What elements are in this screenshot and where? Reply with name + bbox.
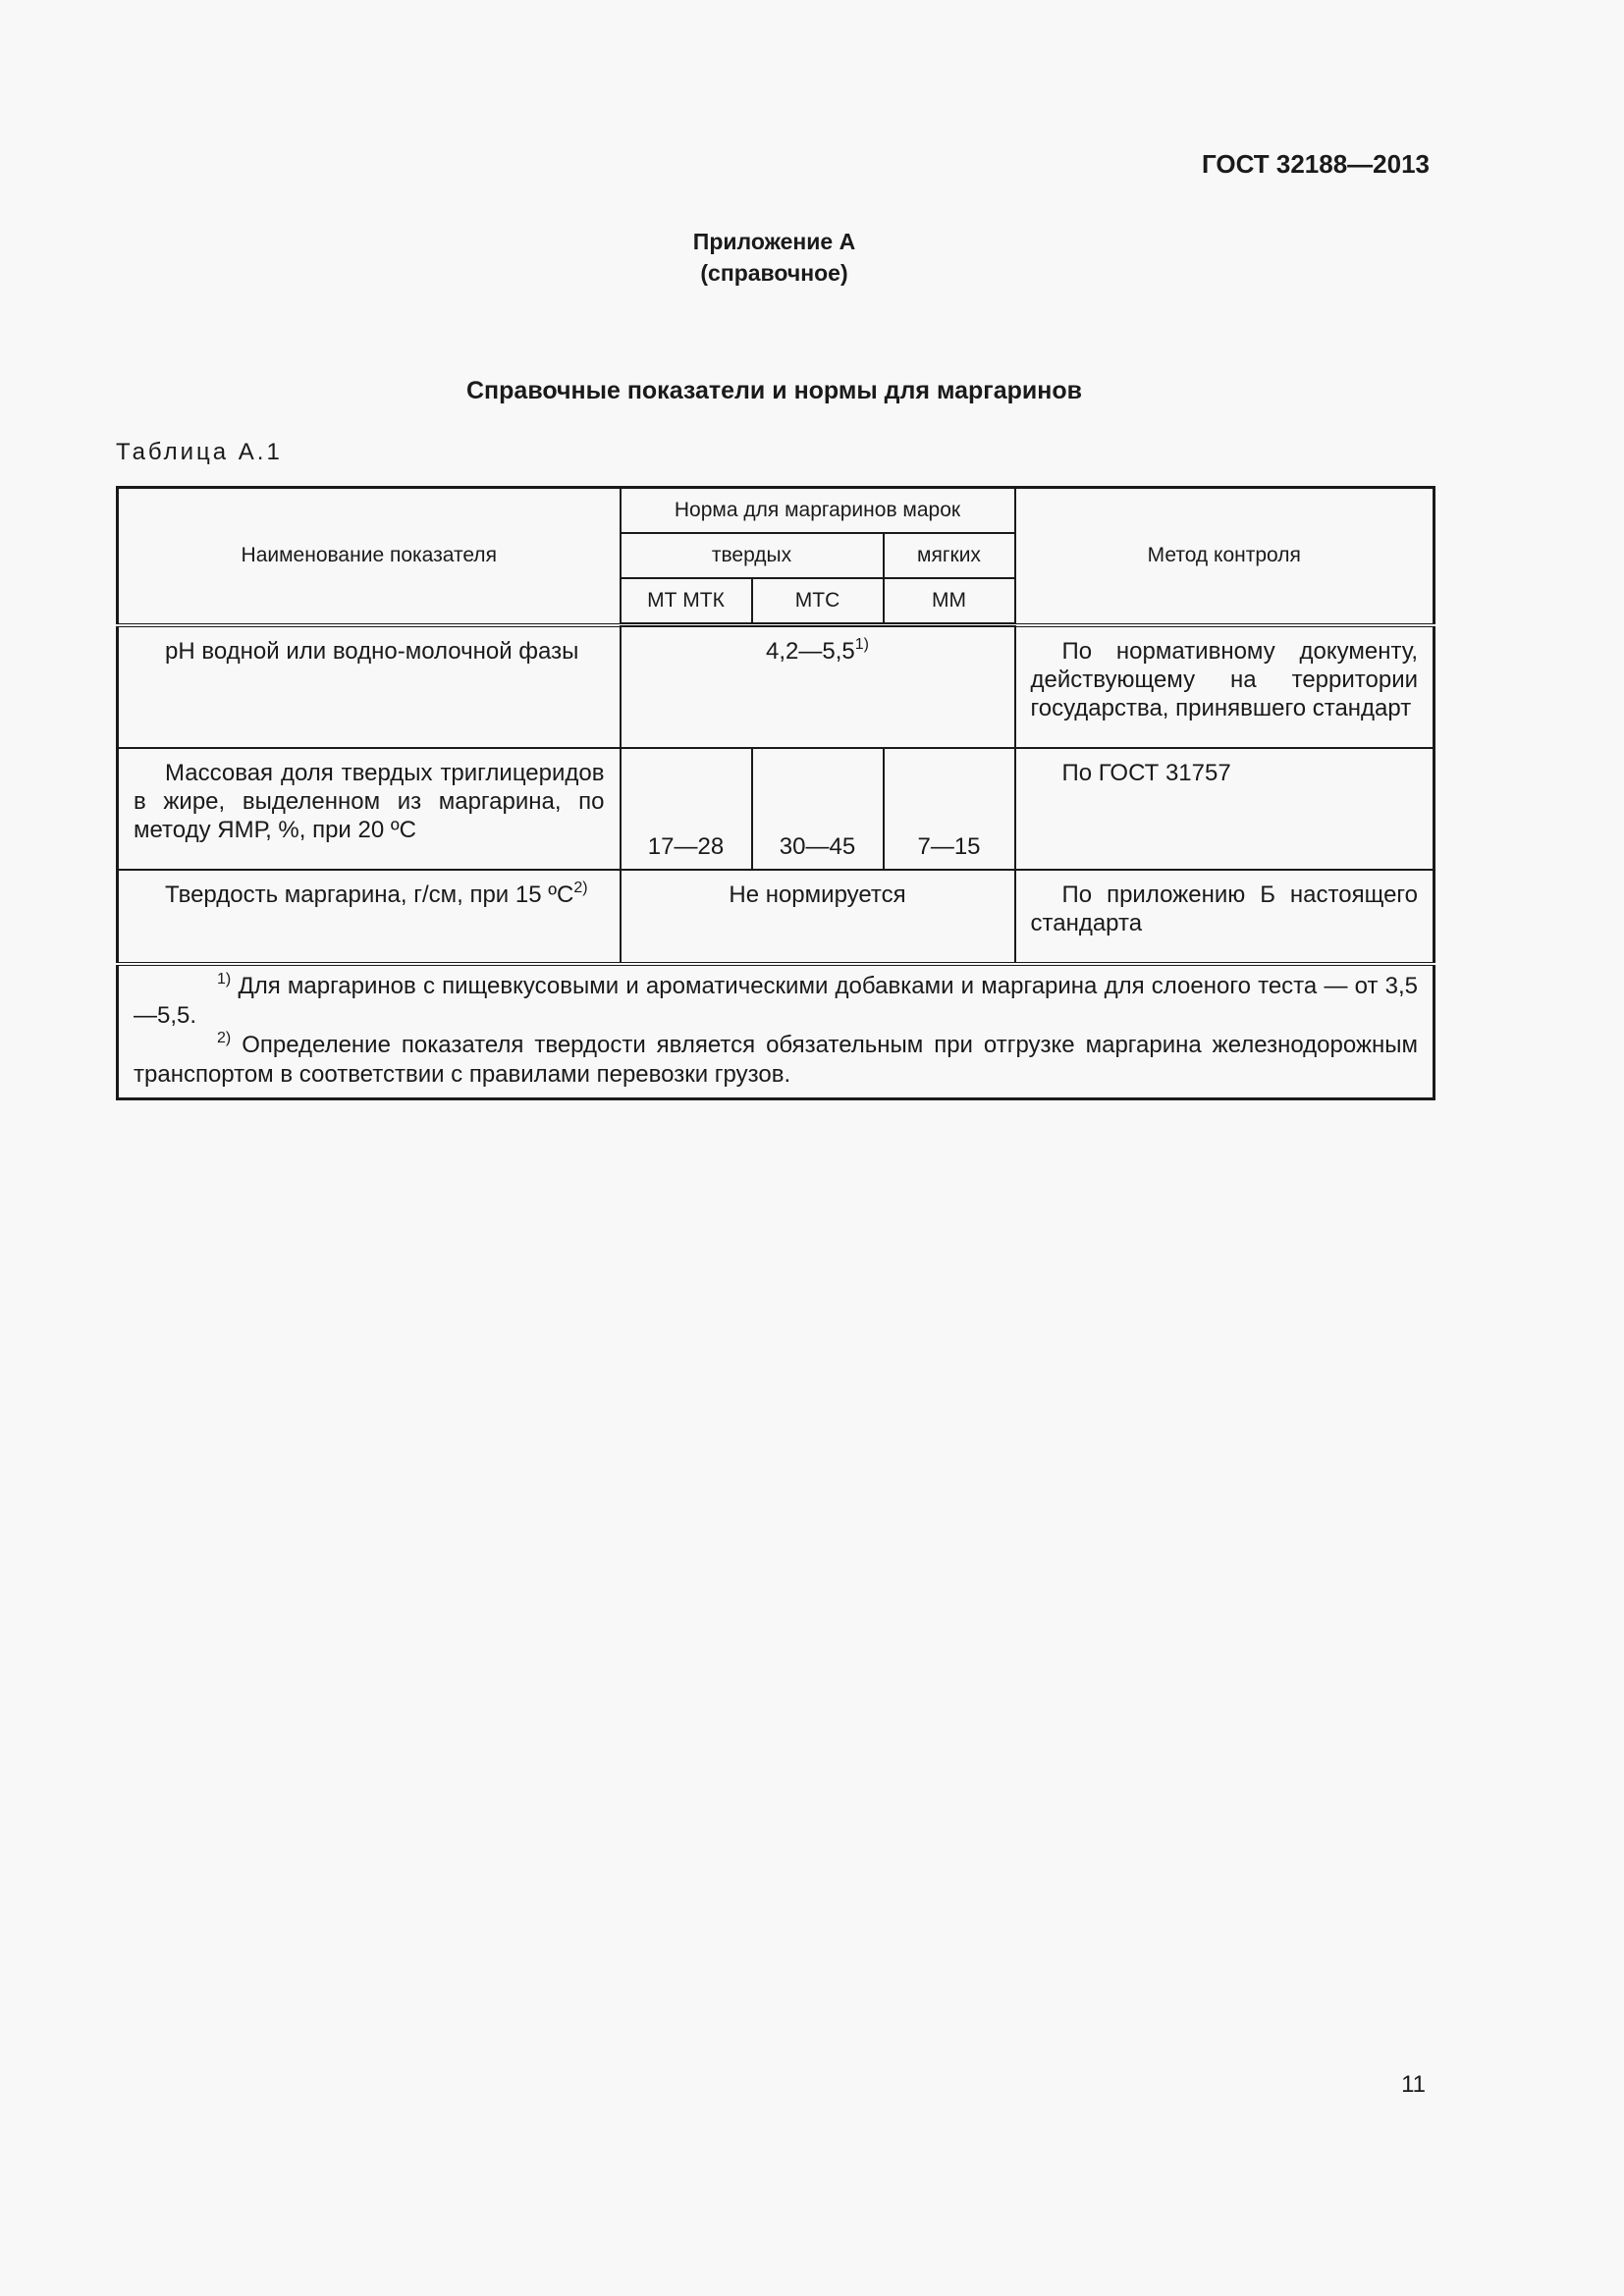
footnote-1 [134, 972, 1418, 1031]
document-number: ГОСТ 32188—2013 [1202, 149, 1430, 179]
row-mass-mts: 30—45 [752, 748, 884, 870]
row-hardness-norm: Не нормируется [621, 870, 1015, 964]
footnotes-row [118, 964, 1435, 1099]
header-soft: мягких [884, 533, 1015, 578]
norms-table [116, 486, 1435, 1100]
row-ph-name: pH водной или водно-молочной фазы [118, 625, 621, 749]
header-mt-mtk: МТ МТК [621, 578, 752, 625]
footnote-1-mark: 1) [217, 971, 232, 988]
section-title: Справочные показатели и нормы для маргаринов [465, 377, 1082, 404]
row-ph-method: По нормативному документу, действующему на территории государства, принявшего стандарт [1015, 625, 1435, 749]
header-norm-group: Норма для маргаринов марок [621, 488, 1015, 534]
table-row [118, 748, 1435, 870]
row-hardness-name: Твердость маргарина, г/см, при 15 ºС$^{2)}$ [118, 870, 621, 964]
footnotes [118, 964, 1435, 1099]
table-row [118, 625, 1435, 749]
footnote-2 [134, 1031, 1418, 1090]
footnote-2-text: Определение показателя твердости является обязательным при отгрузке маргарина железнодорожным транспортом в соответствии с правилами перевозки грузов. [134, 1032, 1419, 1088]
footnote-2-mark: 2) [217, 1030, 232, 1046]
header-hard: твердых [621, 533, 884, 578]
header-control-method: Метод контроля [1015, 488, 1435, 625]
row-hardness-method: По приложению Б настоящего стандарта [1015, 870, 1435, 964]
header-mts: МТС [752, 578, 884, 625]
page-number: 11 [1401, 2071, 1426, 2098]
row-mass-mm: 7—15 [884, 748, 1015, 870]
footnote-ref-2: 2) [573, 880, 588, 896]
table-row [118, 870, 1435, 964]
appendix-heading [0, 226, 1548, 289]
table-caption: Таблица А.1 [116, 439, 283, 465]
row-mass-name: Массовая доля твердых триглицеридов в жире, выделенном из маргарина, по методу ЯМР, %, при 20 ºС [118, 748, 621, 870]
row-ph-norm: 4,2—5,5$^{1)}$ [621, 625, 1015, 749]
row-mass-method: По ГОСТ 31757 [1015, 748, 1435, 870]
row-mass-mt-mtk: 17—28 [621, 748, 752, 870]
header-mm: ММ [884, 578, 1015, 625]
appendix-title: Приложение А [692, 229, 856, 254]
header-indicator-name: Наименование показателя [118, 488, 621, 625]
footnote-ref-1: 1) [854, 636, 869, 653]
appendix-subtitle: (справочное) [700, 260, 848, 286]
footnote-1-text: Для маргаринов с пищевкусовыми и ароматическими добавками и маргарина для слоеного теста — от 3,5—5,5. [134, 973, 1419, 1029]
